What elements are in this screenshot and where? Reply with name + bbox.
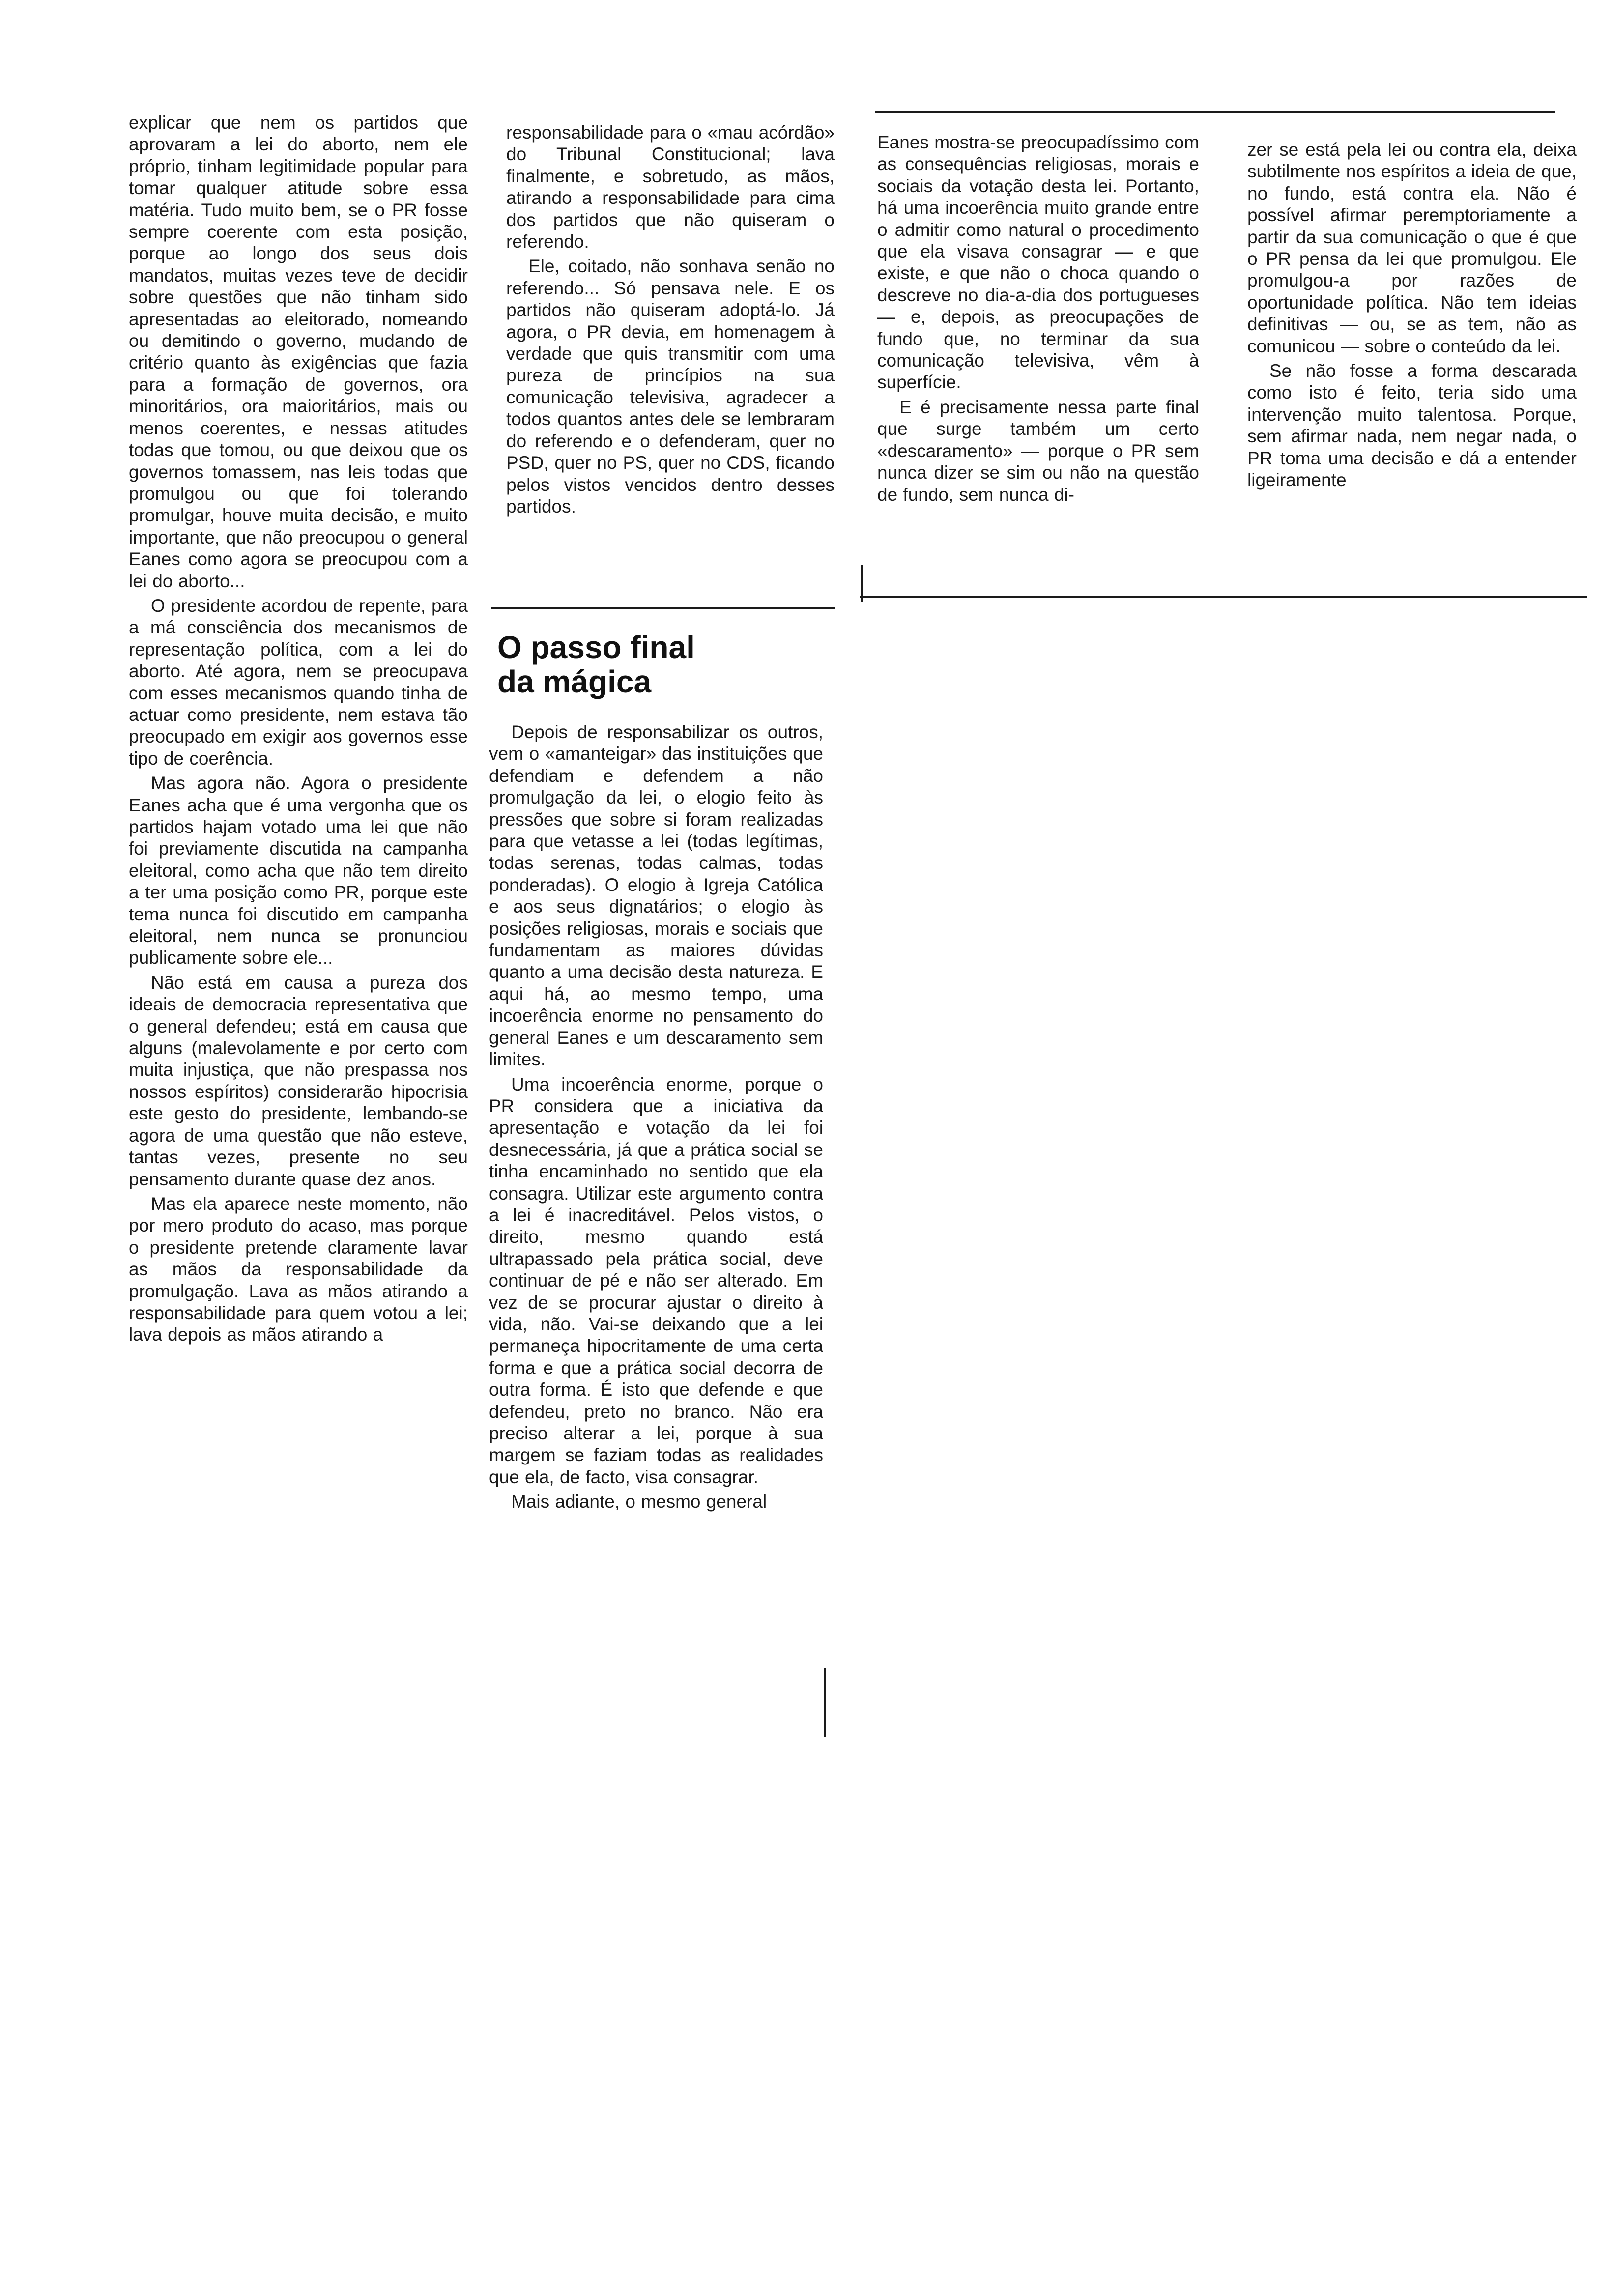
top-rule — [875, 111, 1555, 113]
paragraph: Mais adiante, o mesmo general — [511, 1492, 767, 1512]
article-column-3 — [877, 132, 1199, 509]
paragraph: O presidente acordou de repente, para a má consciência dos mecanismos de representação política, com a lei do aborto. Até agora, nem se preocupava com esses mecanismos quando tinha de actuar como presidente, nem estava tão preocupado em exigir aos governos esse tipo de coerência. — [129, 595, 468, 769]
paragraph: Eanes mostra-se preocupadíssimo com as consequências religiosas, morais e sociais da votação desta lei. Portanto, há uma incoerência muito grande entre o admitir como natural o procedimento que ela visava consagrar — e que existe, e que não o choca quando o descreve no dia-a-dia dos portugueses — e, depois, as preocupações de fundo que, no terminar da sua comunicação televisiva, vêm à superfície. — [877, 132, 1199, 393]
paragraph: Mas ela aparece neste momento, não por mero produto do acaso, mas porque o presidente pretende claramente lavar as mãos da responsabilidade da promulgação. Lava as mãos atirando a responsabilidade para quem votou a lei; lava depois as mãos atirando a — [129, 1193, 468, 1345]
column-divider — [824, 1668, 826, 1737]
section-headline — [497, 630, 792, 699]
paragraph: Ele, coitado, não sonhava senão no referendo... Só pensava nele. E os partidos não quiseram adoptá-lo. Já agora, o PR devia, em homenagem à verdade que quis transmitir com uma pureza de princípios na sua comunicação televisiva, agradecer a todos quantos antes dele se lembraram do referendo e o defenderam, quer no PSD, quer no PS, quer no CDS, ficando pelos vistos vencidos dentro desses partidos. — [506, 256, 835, 517]
article-column-2-top — [506, 122, 835, 520]
column-divider-short — [861, 565, 863, 602]
paragraph: explicar que nem os partidos que aprovaram a lei do aborto, nem ele próprio, tinham legitimidade popular para tomar qualquer atitude sobre essa matéria. Tudo muito bem, se o PR fosse sempre coerente com esta posição, porque ao longo dos seus dois mandatos, muitas vezes teve de decidir sobre questões que não tinham sido apresentadas ao eleitorado, nomeando ou demitindo o governo, mudando de critério quanto às exigências que fazia para a formação de governos, ora minoritários, ora maioritários, mais ou menos coerentes, e nessas atitudes todas que tomou, ou que deixou que os governos tomassem, nas leis todas que promulgou ou que foi tolerando promulgar, houve muita decisão, e muito importante, que não preocupou o general Eanes como agora se preocupou com a lei do aborto... — [129, 113, 468, 591]
paragraph: zer se está pela lei ou contra ela, deixa subtilmente nos espíritos a ideia de que, no fundo, está contra ela. Não é possível afirmar peremptoriamente a partir da sua comunicação o que é que o PR pensa da lei que promulgou. Ele promulgou-a por razões de oportunidade política. Não tem ideias definitivas — ou, se as tem, não as comunicou — sobre o conteúdo da lei. — [1247, 140, 1577, 356]
paragraph: responsabilidade para o «mau acórdão» do Tribunal Constitucional; lava finalmente, e sobretudo, as mãos, atirando a responsabilidade para cima dos partidos que não quiseram o referendo. — [506, 122, 835, 252]
article-column-4 — [1247, 139, 1577, 494]
article-column-2-bottom — [489, 721, 823, 1516]
paragraph: Uma incoerência enorme, porque o PR considera que a iniciativa da apresentação e votação da lei foi desnecessária, já que a prática social se tinha encaminhado no sentido que ela consagra. Utilizar este argumento contra a lei é inacreditável. Pelos vistos, o direito, mesmo quando está ultrapassado pela prática social, deve continuar de pé e não ser alterado. Em vez de se procurar ajustar o direito à vida, não. Vai-se deixando que a lei permaneça hipocritamente de uma certa forma e que a prática social decorra de outra forma. É isto que defende e que defendeu, preto no branco. Não era preciso alterar a lei, porque à sua margem se faziam todas as realidades que ela, de facto, visa consagrar. — [489, 1074, 823, 1487]
paragraph: Depois de responsabilizar os outros, vem o «amanteigar» das instituições que defendiam e defendem a não promulgação da lei, o elogio feito às pressões que sobre si foram realizadas para que vetasse a lei (todas legítimas, todas serenas, todas calmas, todas ponderadas). O elogio à Igreja Católica e aos seus dignatários; o elogio às posições religiosas, morais e sociais que fundamentam as maiores dúvidas quanto a uma decisão desta natureza. E aqui há, ao mesmo tempo, uma incoerência enorme no pensamento do general Eanes e um descaramento sem limites. — [489, 722, 823, 1070]
headline-line-2: da mágica — [497, 664, 652, 699]
paragraph: Mas agora não. Agora o presidente Eanes acha que é uma vergonha que os partidos hajam votado uma lei que não foi previamente discutida na campanha eleitoral, como acha que não tem direito a ter uma posição como PR, porque este tema nunca foi discutido em campanha eleitoral, nem nunca se pronunciou publicamente sobre ele... — [129, 773, 468, 968]
paragraph: Se não fosse a forma descarada como isto é feito, teria sido uma intervenção muito talentosa. Porque, sem afirmar nada, nem negar nada, o PR toma uma decisão e dá a entender ligeiramente — [1247, 361, 1577, 490]
article-column-1 — [129, 112, 468, 1349]
paragraph: Não está em causa a pureza dos ideais de democracia representativa que o general defendeu; está em causa que alguns (malevolamente e por certo com muita injustiça, que não prespassa nos nossos espíritos) considerarão hipocrisia este gesto do presidente, lembando-se agora de uma questão que não esteve, tantas vezes, presente no seu pensamento durante quase dez anos. — [129, 972, 468, 1189]
paragraph: E é precisamente nessa parte final que surge também um certo «descaramento» — porque o PR sem nunca dizer se sim ou não na questão de fundo, sem nunca di- — [877, 397, 1199, 505]
section-rule — [491, 607, 835, 609]
column-end-rule — [860, 596, 1587, 598]
headline-line-1: O passo final — [497, 630, 695, 665]
